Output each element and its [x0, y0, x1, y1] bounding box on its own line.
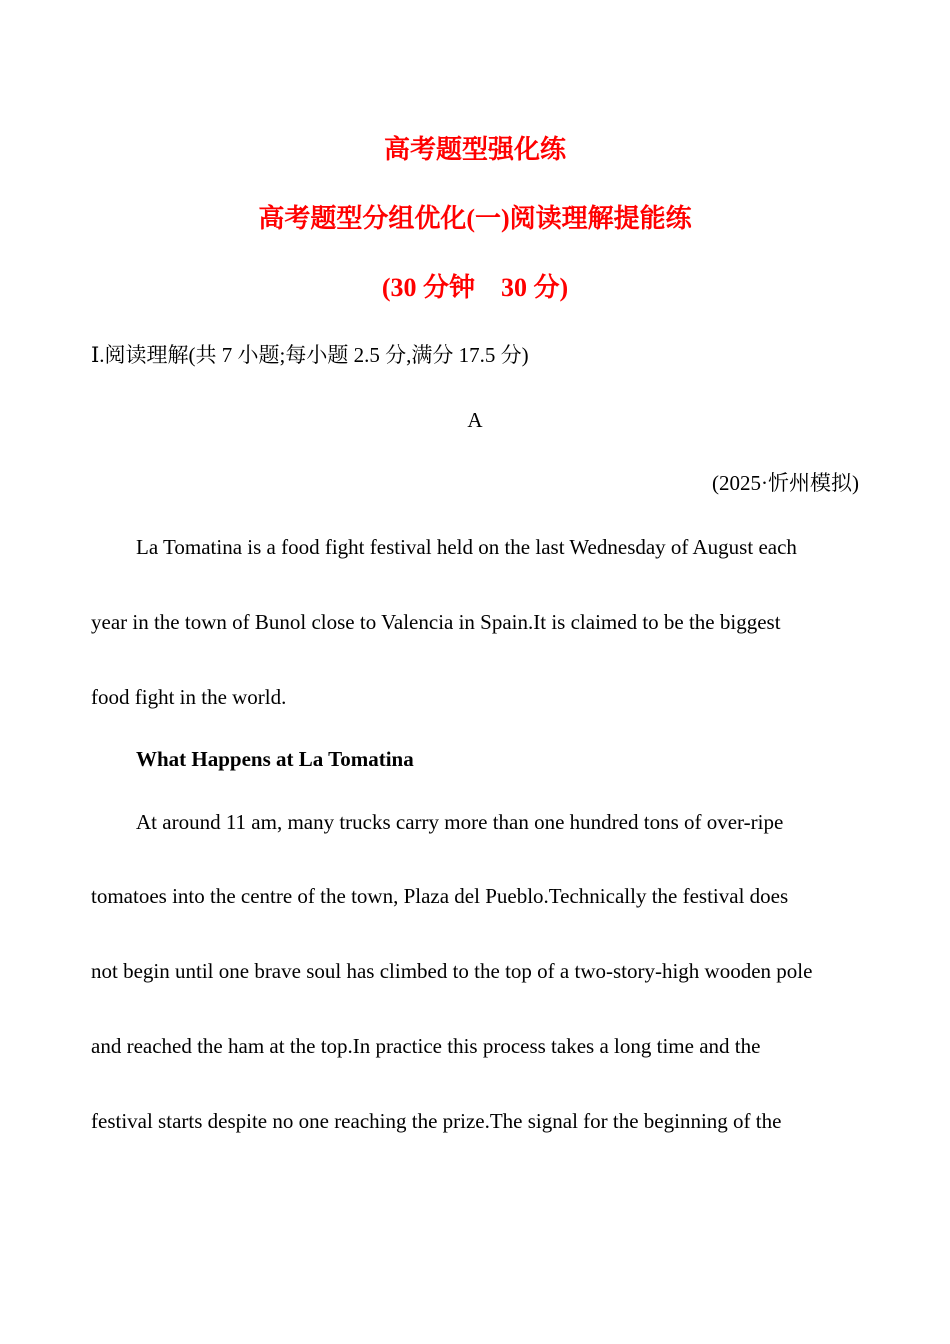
passage-label: A: [467, 408, 483, 432]
paragraph-line: and reached the ham at the top.In practice this process takes a long time and the: [91, 1034, 761, 1058]
paragraph-line: At around 11 am, many trucks carry more than one hundred tons of over-ripe: [136, 810, 784, 834]
passage-subheading: What Happens at La Tomatina: [136, 747, 414, 771]
time-score: (30 分钟 30 分): [381, 273, 569, 302]
paragraph-line: tomatoes into the centre of the town, Plaza del Pueblo.Technically the festival does: [91, 884, 789, 908]
paragraph-line: year in the town of Bunol close to Valencia in Spain.It is claimed to be the biggest: [91, 610, 781, 634]
sub-title: 高考题型分组优化(一)阅读理解提能练: [258, 204, 692, 233]
main-title: 高考题型强化练: [383, 135, 566, 164]
paragraph-line: La Tomatina is a food fight festival held on the last Wednesday of August each: [136, 535, 797, 559]
paragraph-line: food fight in the world.: [91, 685, 287, 709]
paragraph-line: festival starts despite no one reaching the prize.The signal for the beginning of the: [91, 1109, 782, 1133]
passage-source: (2025·忻州模拟): [712, 471, 859, 495]
section-heading: Ⅰ.阅读理解(共 7 小题;每小题 2.5 分,满分 17.5 分): [91, 343, 529, 367]
paragraph-line: not begin until one brave soul has climbed to the top of a two-story-high wooden pole: [91, 959, 813, 983]
